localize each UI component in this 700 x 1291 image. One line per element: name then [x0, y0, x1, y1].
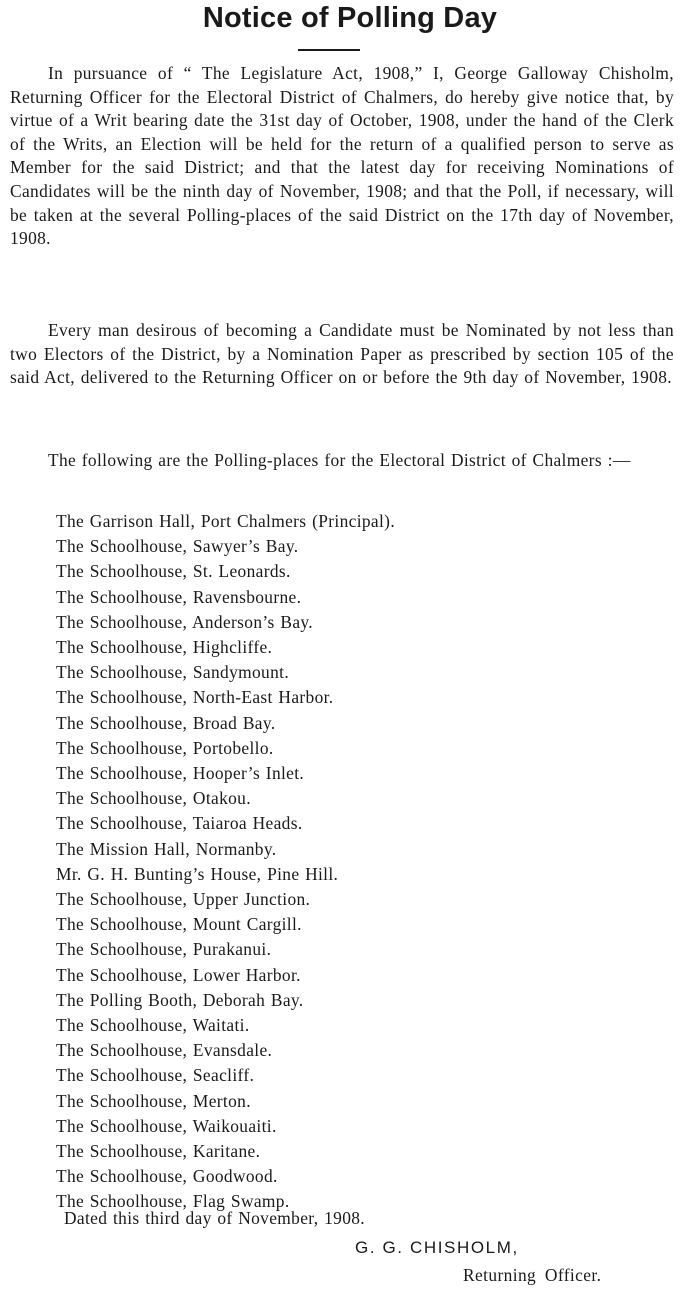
- polling-place-item: The Schoolhouse, Otakou.: [56, 788, 251, 809]
- polling-place-item: The Schoolhouse, St. Leonards.: [56, 561, 291, 582]
- polling-place-item: The Schoolhouse, Goodwood.: [56, 1166, 278, 1187]
- polling-place-item: The Schoolhouse, Highcliffe.: [56, 637, 273, 658]
- signature-name: G. G. CHISHOLM,: [355, 1238, 519, 1257]
- polling-place-item: The Schoolhouse, Merton.: [56, 1090, 251, 1111]
- polling-place-item: The Schoolhouse, Anderson’s Bay.: [56, 611, 313, 632]
- polling-place-item: The Schoolhouse, Upper Junction.: [56, 889, 311, 910]
- polling-place-item: Mr. G. H. Bunting’s House, Pine Hill.: [56, 863, 339, 884]
- dated-line: Dated this third day of November, 1908.: [64, 1208, 366, 1228]
- title-divider: [298, 49, 360, 51]
- polling-place-item: The Schoolhouse, Mount Cargill.: [56, 914, 302, 935]
- polling-place-item: The Schoolhouse, Lower Harbor.: [56, 964, 301, 985]
- notice-paragraph-nomination: Every man desirous of becoming a Candidate must be Nominated by not less than two Electors of the District, by a Nomination Paper as prescribed by section 105 of the said Act, delivered to the Returning Officer on or before the 9th day of November, 1908.: [10, 320, 674, 388]
- polling-place-item: The Polling Booth, Deborah Bay.: [56, 989, 304, 1010]
- polling-place-item: The Schoolhouse, Taiaroa Heads.: [56, 813, 303, 834]
- polling-place-item: The Schoolhouse, Flag Swamp.: [56, 1191, 290, 1212]
- notice-paragraph-pursuance: In pursuance of “ The Legislature Act, 1908,” I, George Galloway Chisholm, Returning Officer for the Electoral District of Chalmers, do hereby give notice that, by virtue of a Writ bearing date the 31st day of October, 1908, under the hand of the Clerk of the Writs, an Election will be held for the return of a qualified person to serve as Member for the said District; and that the latest day for receiving Nominations of Candidates will be the ninth day of November, 1908; and that the Poll, if necessary, will be taken at the several Polling-places of the said District on the 17th day of November, 1908.: [10, 63, 674, 249]
- polling-place-item: The Schoolhouse, North-East Harbor.: [56, 687, 334, 708]
- notice-paragraph-polling-places-intro: The following are the Polling-places for the Electoral District of Chalmers :—: [48, 450, 631, 470]
- polling-place-item: The Schoolhouse, Broad Bay.: [56, 712, 276, 733]
- polling-place-item: The Schoolhouse, Ravensbourne.: [56, 586, 302, 607]
- signature-title: Returning Officer.: [463, 1265, 602, 1285]
- polling-place-item: The Mission Hall, Normanby.: [56, 838, 277, 859]
- polling-place-item: The Schoolhouse, Waitati.: [56, 1015, 250, 1036]
- polling-place-item: The Schoolhouse, Waikouaiti.: [56, 1115, 277, 1136]
- polling-place-item: The Schoolhouse, Seacliff.: [56, 1065, 255, 1086]
- polling-place-item: The Schoolhouse, Sandymount.: [56, 662, 290, 683]
- polling-place-item: The Schoolhouse, Hooper’s Inlet.: [56, 763, 305, 784]
- polling-place-item: The Schoolhouse, Evansdale.: [56, 1040, 273, 1061]
- polling-places-list: [56, 509, 395, 1215]
- polling-place-item: The Garrison Hall, Port Chalmers (Principal).: [56, 511, 396, 531]
- polling-place-item: The Schoolhouse, Karitane.: [56, 1141, 261, 1162]
- polling-place-item: The Schoolhouse, Sawyer’s Bay.: [56, 536, 299, 557]
- notice-title: Notice of Polling Day: [202, 2, 498, 34]
- polling-place-item: The Schoolhouse, Purakanui.: [56, 939, 272, 960]
- polling-place-item: The Schoolhouse, Portobello.: [56, 737, 274, 758]
